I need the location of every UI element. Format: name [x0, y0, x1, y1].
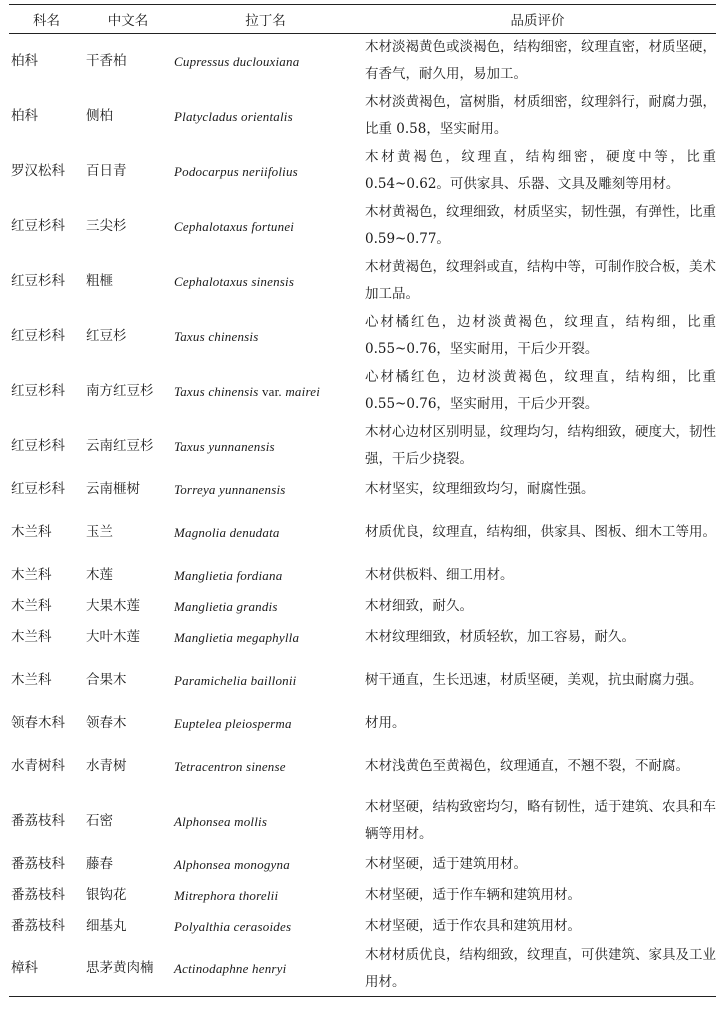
latin-name-cell: [172, 309, 359, 364]
latin-binomial: Euptelea pleiosperma: [174, 715, 292, 731]
family-cell: 番荔枝科: [11, 886, 65, 903]
evaluation-cell: 木材纹理细致，材质轻软，加工容易，耐久。: [365, 628, 635, 645]
family-cell: 红豆杉科: [11, 437, 65, 454]
latin-name-cell: [172, 942, 359, 997]
chinese-name-cell: 细基丸: [86, 917, 127, 934]
chinese-name-cell: 粗榧: [86, 272, 113, 289]
evaluation-cell: 木材黄褐色，纹理斜或直，结构中等，可制作胶合板，美术加工品。: [365, 259, 716, 302]
table-row: [9, 942, 716, 997]
table-row: [9, 474, 716, 505]
latin-binomial: Manglietia grandis: [174, 598, 278, 614]
latin-name-cell: [172, 911, 359, 942]
table-row: [9, 911, 716, 942]
chinese-name-cell: 木莲: [86, 566, 113, 583]
table-row: [9, 34, 716, 89]
latin-binomial: Torreya yunnanensis: [174, 481, 286, 497]
chinese-name-cell: 领春木: [86, 714, 127, 731]
table-row: [9, 309, 716, 364]
evaluation-cell: 心材橘红色，边材淡黄褐色，纹理直，结构细，比重 0.55~0.76，坚实耐用，干后少开裂。: [365, 369, 716, 412]
latin-binomial: Taxus chinensis: [174, 328, 259, 344]
chinese-name-cell: 侧柏: [86, 107, 113, 124]
chinese-name-cell: 百日青: [86, 162, 127, 179]
table-row: [9, 254, 716, 309]
evaluation-cell: 木材坚硬，适于作车辆和建筑用材。: [365, 886, 581, 903]
evaluation-cell: 木材黄褐色，纹理细致，材质坚实，韧性强，有弹性，比重 0.59~0.77。: [365, 204, 716, 247]
table-header: [9, 5, 716, 34]
family-cell: 红豆杉科: [11, 272, 65, 289]
latin-binomial: Alphonsea monogyna: [174, 856, 290, 872]
evaluation-cell: 木材坚实，纹理细致均匀，耐腐性强。: [365, 480, 595, 497]
evaluation-cell: 木材坚硬，适于建筑用材。: [365, 855, 527, 872]
latin-name-cell: [172, 622, 359, 653]
latin-name-cell: [172, 144, 359, 199]
latin-name-cell: [172, 474, 359, 505]
chinese-name-cell: 合果木: [86, 671, 127, 688]
evaluation-cell: 材用。: [365, 714, 406, 731]
table-row: [9, 622, 716, 653]
latin-binomial: Actinodaphne henryi: [174, 961, 287, 977]
family-cell: 木兰科: [11, 566, 52, 583]
table-row: [9, 419, 716, 474]
chinese-name-cell: 水青树: [86, 757, 127, 774]
latin-name-cell: [172, 364, 359, 419]
family-cell: 红豆杉科: [11, 217, 65, 234]
chinese-name-cell: 玉兰: [86, 523, 113, 540]
chinese-name-cell: 大果木莲: [86, 597, 140, 614]
evaluation-cell: 木材黄褐色，纹理直，结构细密，硬度中等，比重 0.54~0.62。可供家具、乐器、文具及雕刻等用材。: [365, 149, 716, 192]
table-row: [9, 880, 716, 911]
latin-variety: mairei: [285, 383, 321, 399]
latin-name-cell: [172, 505, 359, 560]
table-body: [9, 34, 716, 997]
header-family: 科名: [9, 5, 84, 34]
family-cell: 红豆杉科: [11, 382, 65, 399]
family-cell: 柏科: [11, 52, 38, 69]
table-row: [9, 794, 716, 849]
family-cell: 罗汉松科: [11, 162, 65, 179]
latin-binomial: Mitrephora thorelii: [174, 887, 279, 903]
latin-name-cell: [172, 880, 359, 911]
table-row: [9, 144, 716, 199]
family-cell: 樟科: [9, 942, 84, 997]
family-cell: 红豆杉科: [11, 480, 65, 497]
table-row: [9, 505, 716, 560]
latin-binomial: Cephalotaxus fortunei: [174, 218, 295, 234]
latin-binomial: Taxus yunnanensis: [174, 438, 275, 454]
latin-name-cell: [172, 794, 359, 849]
latin-name-cell: [172, 708, 359, 739]
table-row: [9, 739, 716, 794]
header-evaluation: 品质评价: [359, 5, 716, 34]
latin-binomial: Polyalthia cerasoides: [174, 918, 292, 934]
family-cell: 木兰科: [11, 671, 52, 688]
evaluation-cell: 木材淡褐黄色或淡褐色，结构细密，纹理直密，材质坚硬，有香气，耐久用，易加工。: [365, 39, 716, 83]
evaluation-cell: 木材供板料、细工用材。: [365, 566, 514, 583]
family-cell: 番荔枝科: [11, 855, 65, 872]
header-row: [9, 5, 716, 34]
chinese-name-cell: 石密: [86, 812, 113, 829]
latin-name-cell: [172, 254, 359, 309]
chinese-name-cell: 三尖杉: [86, 217, 127, 234]
latin-binomial: Podocarpus neriifolius: [174, 163, 298, 179]
table-row: [9, 199, 716, 254]
chinese-name-cell: 干香柏: [86, 52, 127, 69]
latin-name-cell: [172, 419, 359, 474]
latin-name-cell: [172, 560, 359, 591]
family-cell: 水青树科: [11, 757, 65, 774]
chinese-name-cell: 云南榧树: [86, 480, 140, 497]
wood-quality-table: [9, 4, 716, 997]
chinese-name-cell: 南方红豆杉: [86, 382, 154, 399]
chinese-name-cell: 云南红豆杉: [86, 437, 154, 454]
family-cell: 木兰科: [11, 523, 52, 540]
latin-name-cell: [172, 34, 359, 89]
evaluation-cell: 木材坚硬，适于作农具和建筑用材。: [365, 917, 581, 934]
family-cell: 柏科: [11, 107, 38, 124]
evaluation-cell: 材质优良，纹理直，结构细，供家具、图板、细木工等用。: [365, 523, 716, 540]
table-row: [9, 708, 716, 739]
table-row: [9, 653, 716, 708]
latin-name-cell: [172, 849, 359, 880]
table-row: [9, 364, 716, 419]
latin-binomial: Taxus chinensis: [174, 383, 259, 399]
chinese-name-cell: 藤春: [86, 855, 113, 872]
latin-rank: var.: [261, 383, 282, 399]
header-chinese-name: 中文名: [84, 5, 172, 34]
evaluation-cell: 心材橘红色，边材淡黄褐色，纹理直，结构细，比重 0.55~0.76，坚实耐用，干后少开裂。: [365, 314, 716, 357]
family-cell: 红豆杉科: [11, 327, 65, 344]
latin-name-cell: [172, 199, 359, 254]
latin-name-cell: [172, 89, 359, 144]
table-row: [9, 591, 716, 622]
latin-binomial: Magnolia denudata: [174, 524, 280, 540]
header-latin-name: 拉丁名: [172, 5, 359, 34]
evaluation-cell: 木材心边材区别明显，纹理均匀，结构细致，硬度大，韧性强，干后少挠裂。: [365, 424, 716, 467]
table-row: [9, 849, 716, 880]
evaluation-cell: 树干通直，生长迅速，材质坚硬，美观，抗虫耐腐力强。: [365, 671, 703, 688]
table-row: [9, 560, 716, 591]
latin-name-cell: [172, 653, 359, 708]
evaluation-cell: 木材材质优良，结构细致，纹理直，可供建筑、家具及工业用材。: [359, 942, 716, 997]
latin-binomial: Manglietia fordiana: [174, 567, 283, 583]
chinese-name-cell: 红豆杉: [86, 327, 127, 344]
latin-binomial: Cupressus duclouxiana: [174, 53, 300, 69]
family-cell: 木兰科: [11, 628, 52, 645]
latin-binomial: Cephalotaxus sinensis: [174, 273, 295, 289]
latin-binomial: Alphonsea mollis: [174, 813, 268, 829]
evaluation-cell: 木材坚硬，结构致密均匀，略有韧性，适于建筑、农具和车辆等用材。: [365, 799, 716, 842]
chinese-name-cell: 思茅黄肉楠: [84, 942, 172, 997]
latin-binomial: Manglietia megaphylla: [174, 629, 300, 645]
chinese-name-cell: 银钩花: [86, 886, 127, 903]
evaluation-cell: 木材细致，耐久。: [365, 597, 473, 614]
evaluation-cell: 木材淡黄褐色，富树脂，材质细密，纹理斜行，耐腐力强，比重 0.58，坚实耐用。: [365, 94, 716, 137]
latin-binomial: Tetracentron sinense: [174, 758, 286, 774]
family-cell: 领春木科: [11, 714, 65, 731]
family-cell: 番荔枝科: [11, 917, 65, 934]
family-cell: 木兰科: [11, 597, 52, 614]
chinese-name-cell: 大叶木莲: [86, 628, 140, 645]
latin-name-cell: [172, 739, 359, 794]
evaluation-cell: 木材浅黄色至黄褐色，纹理通直，不翘不裂，不耐腐。: [365, 757, 689, 774]
family-cell: 番荔枝科: [11, 812, 65, 829]
latin-binomial: Platycladus orientalis: [174, 108, 293, 124]
latin-binomial: Paramichelia baillonii: [174, 672, 297, 688]
latin-name-cell: [172, 591, 359, 622]
table-row: [9, 89, 716, 144]
